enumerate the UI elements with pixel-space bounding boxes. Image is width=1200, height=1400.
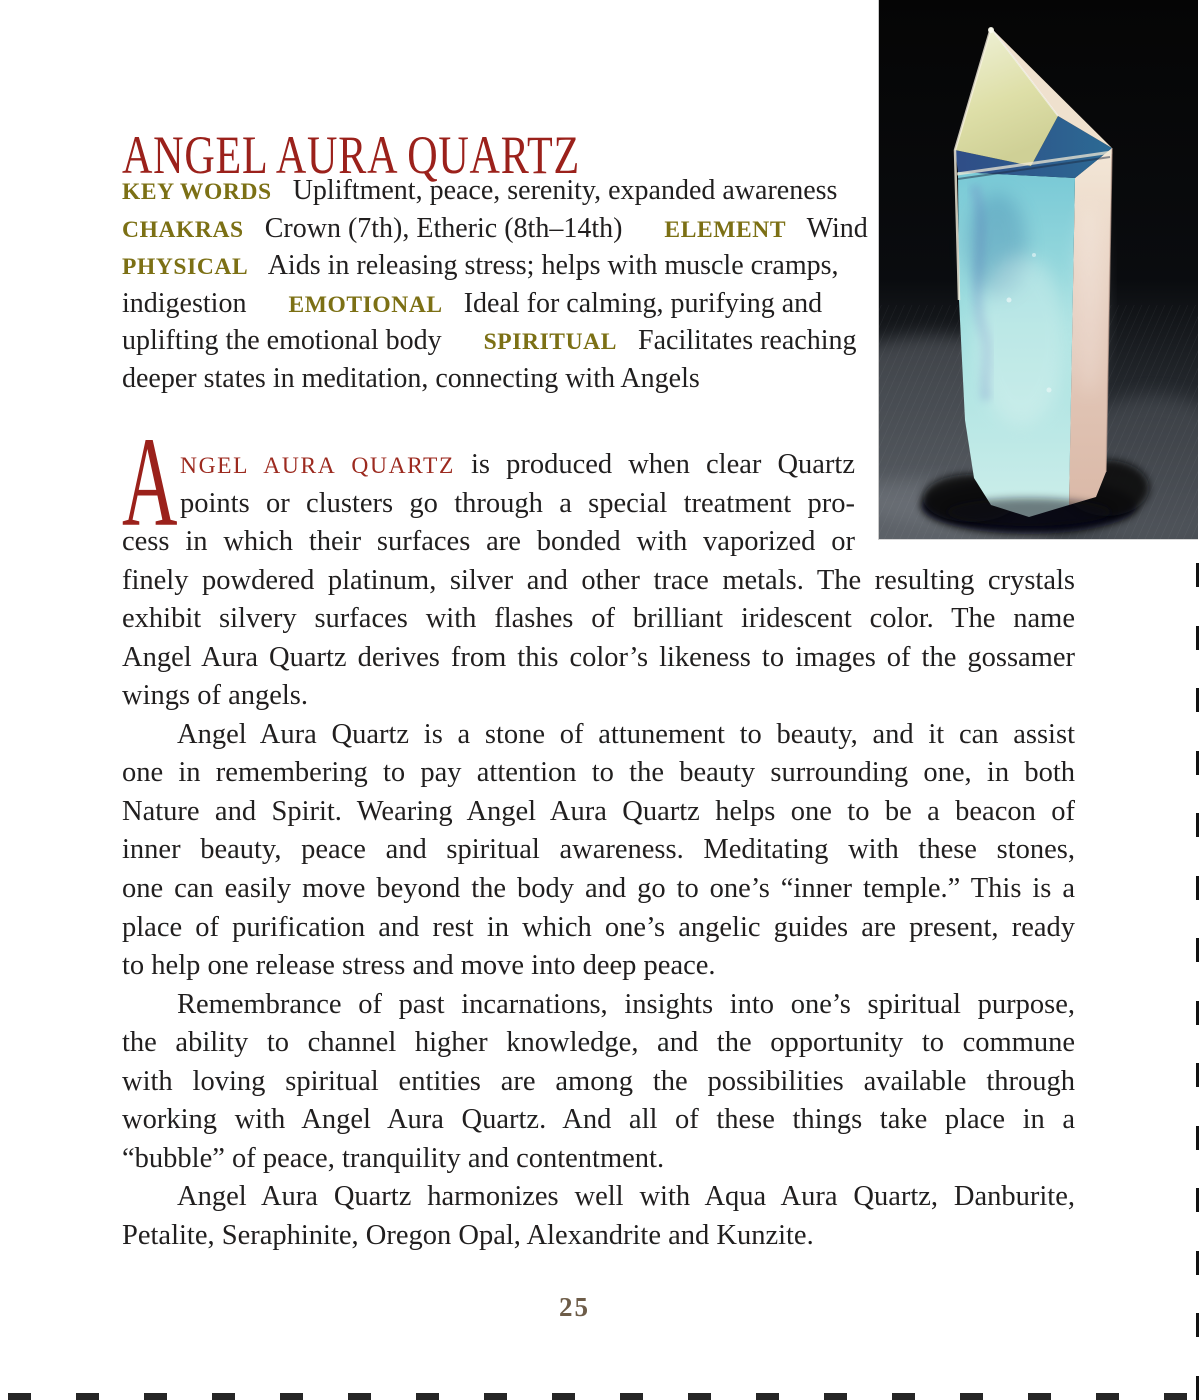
property-label: PHYSICAL bbox=[122, 254, 249, 281]
edge-dash bbox=[756, 1393, 779, 1400]
page-title-text: ANGEL AURA QUARTZ bbox=[122, 125, 580, 186]
text-run bbox=[122, 1063, 1075, 1102]
body-line bbox=[122, 1101, 1075, 1140]
edge-dash bbox=[76, 1393, 99, 1400]
body-line bbox=[122, 909, 1075, 948]
text-run bbox=[122, 793, 1075, 832]
property-line bbox=[122, 247, 870, 285]
properties-block bbox=[122, 172, 870, 398]
edge-dash bbox=[1028, 1393, 1051, 1400]
edge-dash bbox=[1196, 1188, 1199, 1212]
edge-dash bbox=[1196, 938, 1199, 962]
edge-dash bbox=[1196, 813, 1199, 837]
text-segment: wings of angels. bbox=[122, 680, 309, 712]
text-run bbox=[177, 986, 1075, 1025]
text-segment: Crown (7th), Etheric (8th–14th) bbox=[243, 212, 665, 244]
body-line bbox=[122, 1178, 1075, 1217]
body-line bbox=[122, 523, 1075, 562]
edge-dash bbox=[416, 1393, 439, 1400]
body-line bbox=[122, 754, 1075, 793]
text-segment: points or clusters go through a special treatment pro- bbox=[180, 487, 855, 519]
edge-dash bbox=[8, 1393, 31, 1400]
property-line bbox=[122, 210, 870, 248]
text-segment: uplifting the emotional body bbox=[122, 325, 484, 357]
text-run bbox=[122, 754, 1075, 793]
body-line bbox=[122, 600, 1075, 639]
text-run bbox=[122, 322, 856, 362]
text-segment: Angel Aura Quartz is a stone of attunement to beauty, and it can assist bbox=[177, 718, 1075, 750]
property-label: SPIRITUAL bbox=[483, 329, 618, 356]
body-line bbox=[122, 716, 1075, 755]
text-segment: Upliftment, peace, serenity, expanded awareness bbox=[271, 175, 838, 206]
body-line bbox=[122, 639, 1075, 678]
drop-cap: A bbox=[122, 411, 178, 553]
body-line bbox=[122, 1217, 1075, 1256]
text-segment: Wind bbox=[786, 212, 868, 244]
text-segment: Facilitates reaching bbox=[617, 325, 857, 357]
edge-dash bbox=[1164, 1393, 1187, 1400]
edge-dash bbox=[824, 1393, 847, 1400]
text-run bbox=[122, 523, 855, 562]
text-segment: Aids in releasing stress; helps with muscle cramps, bbox=[248, 250, 839, 282]
text-run bbox=[122, 210, 868, 250]
body-line bbox=[122, 1140, 1075, 1179]
body-line bbox=[122, 947, 1075, 986]
edge-dash bbox=[892, 1393, 915, 1400]
body-line bbox=[122, 831, 1075, 870]
edge-dash bbox=[348, 1393, 371, 1400]
property-label: CHAKRAS bbox=[122, 216, 244, 243]
text-run bbox=[122, 1101, 1075, 1140]
text-segment: exhibit silvery surfaces with flashes of brilliant iridescent color. The name bbox=[122, 603, 1075, 635]
body-line bbox=[122, 677, 1075, 716]
text-segment: is produced when clear Quartz bbox=[454, 449, 855, 480]
text-run bbox=[122, 639, 1075, 678]
text-run bbox=[122, 909, 1075, 948]
text-run bbox=[122, 1217, 814, 1256]
edge-dash bbox=[280, 1393, 303, 1400]
page-number: 25 bbox=[559, 1292, 590, 1322]
text-segment: deeper states in meditation, connecting with Angels bbox=[122, 362, 700, 394]
property-label: ELEMENT bbox=[664, 216, 787, 243]
text-segment: cess in which their surfaces are bonded with vaporized or bbox=[122, 526, 855, 558]
edge-dash bbox=[1196, 1001, 1199, 1025]
edge-dash bbox=[1196, 1126, 1199, 1150]
text-run bbox=[122, 1140, 664, 1179]
text-run bbox=[122, 1024, 1075, 1063]
text-segment: one in remembering to pay attention to the beauty surrounding one, in both bbox=[122, 757, 1075, 789]
text-run bbox=[177, 716, 1075, 755]
edge-dash bbox=[1196, 1376, 1199, 1400]
body-text bbox=[122, 446, 1075, 1255]
text-run bbox=[177, 1178, 1075, 1217]
text-run bbox=[122, 947, 716, 986]
edge-dash bbox=[1196, 563, 1199, 587]
body-line bbox=[122, 793, 1075, 832]
text-segment: Petalite, Seraphinite, Oregon Opal, Alexandrite and Kunzite. bbox=[122, 1219, 814, 1251]
body-line bbox=[122, 1063, 1075, 1102]
edge-dash bbox=[1196, 1251, 1199, 1275]
property-line bbox=[122, 360, 870, 398]
body-line bbox=[122, 446, 1075, 485]
body-line bbox=[122, 986, 1075, 1025]
body-line bbox=[122, 562, 1075, 601]
text-run bbox=[122, 360, 700, 398]
text-run bbox=[122, 562, 1075, 601]
edge-dash bbox=[212, 1393, 235, 1400]
edge-dash bbox=[1096, 1393, 1119, 1400]
text-segment: “bubble” of peace, tranquility and contentment. bbox=[122, 1142, 665, 1174]
text-segment: to help one release stress and move into deep peace. bbox=[122, 950, 716, 982]
text-run bbox=[122, 247, 839, 287]
body-line bbox=[122, 870, 1075, 909]
text-segment: the ability to channel higher knowledge, and the opportunity to commune bbox=[122, 1027, 1075, 1059]
edge-dash bbox=[1196, 688, 1199, 712]
text-segment: place of purification and rest in which one’s angelic guides are present, ready bbox=[122, 911, 1075, 943]
text-run bbox=[122, 870, 1075, 909]
edge-dash bbox=[960, 1393, 983, 1400]
property-label: KEY WORDS bbox=[122, 179, 272, 205]
body-line bbox=[122, 485, 1075, 524]
edge-dash bbox=[1196, 876, 1199, 900]
text-run bbox=[122, 677, 308, 716]
text-segment: one can easily move beyond the body and go to one’s “inner temple.” This is a bbox=[122, 873, 1075, 905]
text-run bbox=[180, 446, 855, 486]
edge-dash bbox=[620, 1393, 643, 1400]
property-line bbox=[122, 322, 870, 360]
edge-dash bbox=[1196, 751, 1199, 775]
property-label: EMOTIONAL bbox=[288, 291, 443, 318]
text-segment: Angel Aura Quartz harmonizes well with Aqua Aura Quartz, Danburite, bbox=[177, 1181, 1075, 1213]
text-segment: finely powdered platinum, silver and other trace metals. The resulting crystals bbox=[122, 564, 1075, 596]
text-segment: Nature and Spirit. Wearing Angel Aura Quartz helps one to be a beacon of bbox=[122, 795, 1075, 827]
edge-dash bbox=[1196, 1313, 1199, 1337]
text-segment: with loving spiritual entities are among the possibilities available through bbox=[122, 1065, 1075, 1097]
text-run bbox=[122, 285, 822, 325]
edge-dash bbox=[688, 1393, 711, 1400]
edge-dash bbox=[552, 1393, 575, 1400]
edge-dash bbox=[1196, 1063, 1199, 1087]
text-segment: inner beauty, peace and spiritual awareness. Meditating with these stones, bbox=[122, 834, 1075, 866]
edge-dash bbox=[1196, 626, 1199, 650]
body-line bbox=[122, 1024, 1075, 1063]
text-segment: Ideal for calming, purifying and bbox=[442, 287, 823, 319]
text-segment: working with Angel Aura Quartz. And all of these things take place in a bbox=[122, 1104, 1075, 1136]
text-segment: indigestion bbox=[122, 287, 289, 319]
text-run bbox=[122, 831, 1075, 870]
property-line bbox=[122, 172, 870, 210]
text-run bbox=[122, 600, 1075, 639]
text-run bbox=[180, 485, 855, 524]
edge-dash bbox=[144, 1393, 167, 1400]
lead-small-caps: NGEL AURA QUARTZ bbox=[180, 453, 455, 479]
text-segment: Remembrance of past incarnations, insights into one’s spiritual purpose, bbox=[177, 988, 1075, 1020]
property-line bbox=[122, 285, 870, 323]
text-segment: Angel Aura Quartz derives from this color’s likeness to images of the gossamer bbox=[122, 641, 1075, 673]
text-run bbox=[122, 172, 837, 212]
edge-dash bbox=[484, 1393, 507, 1400]
